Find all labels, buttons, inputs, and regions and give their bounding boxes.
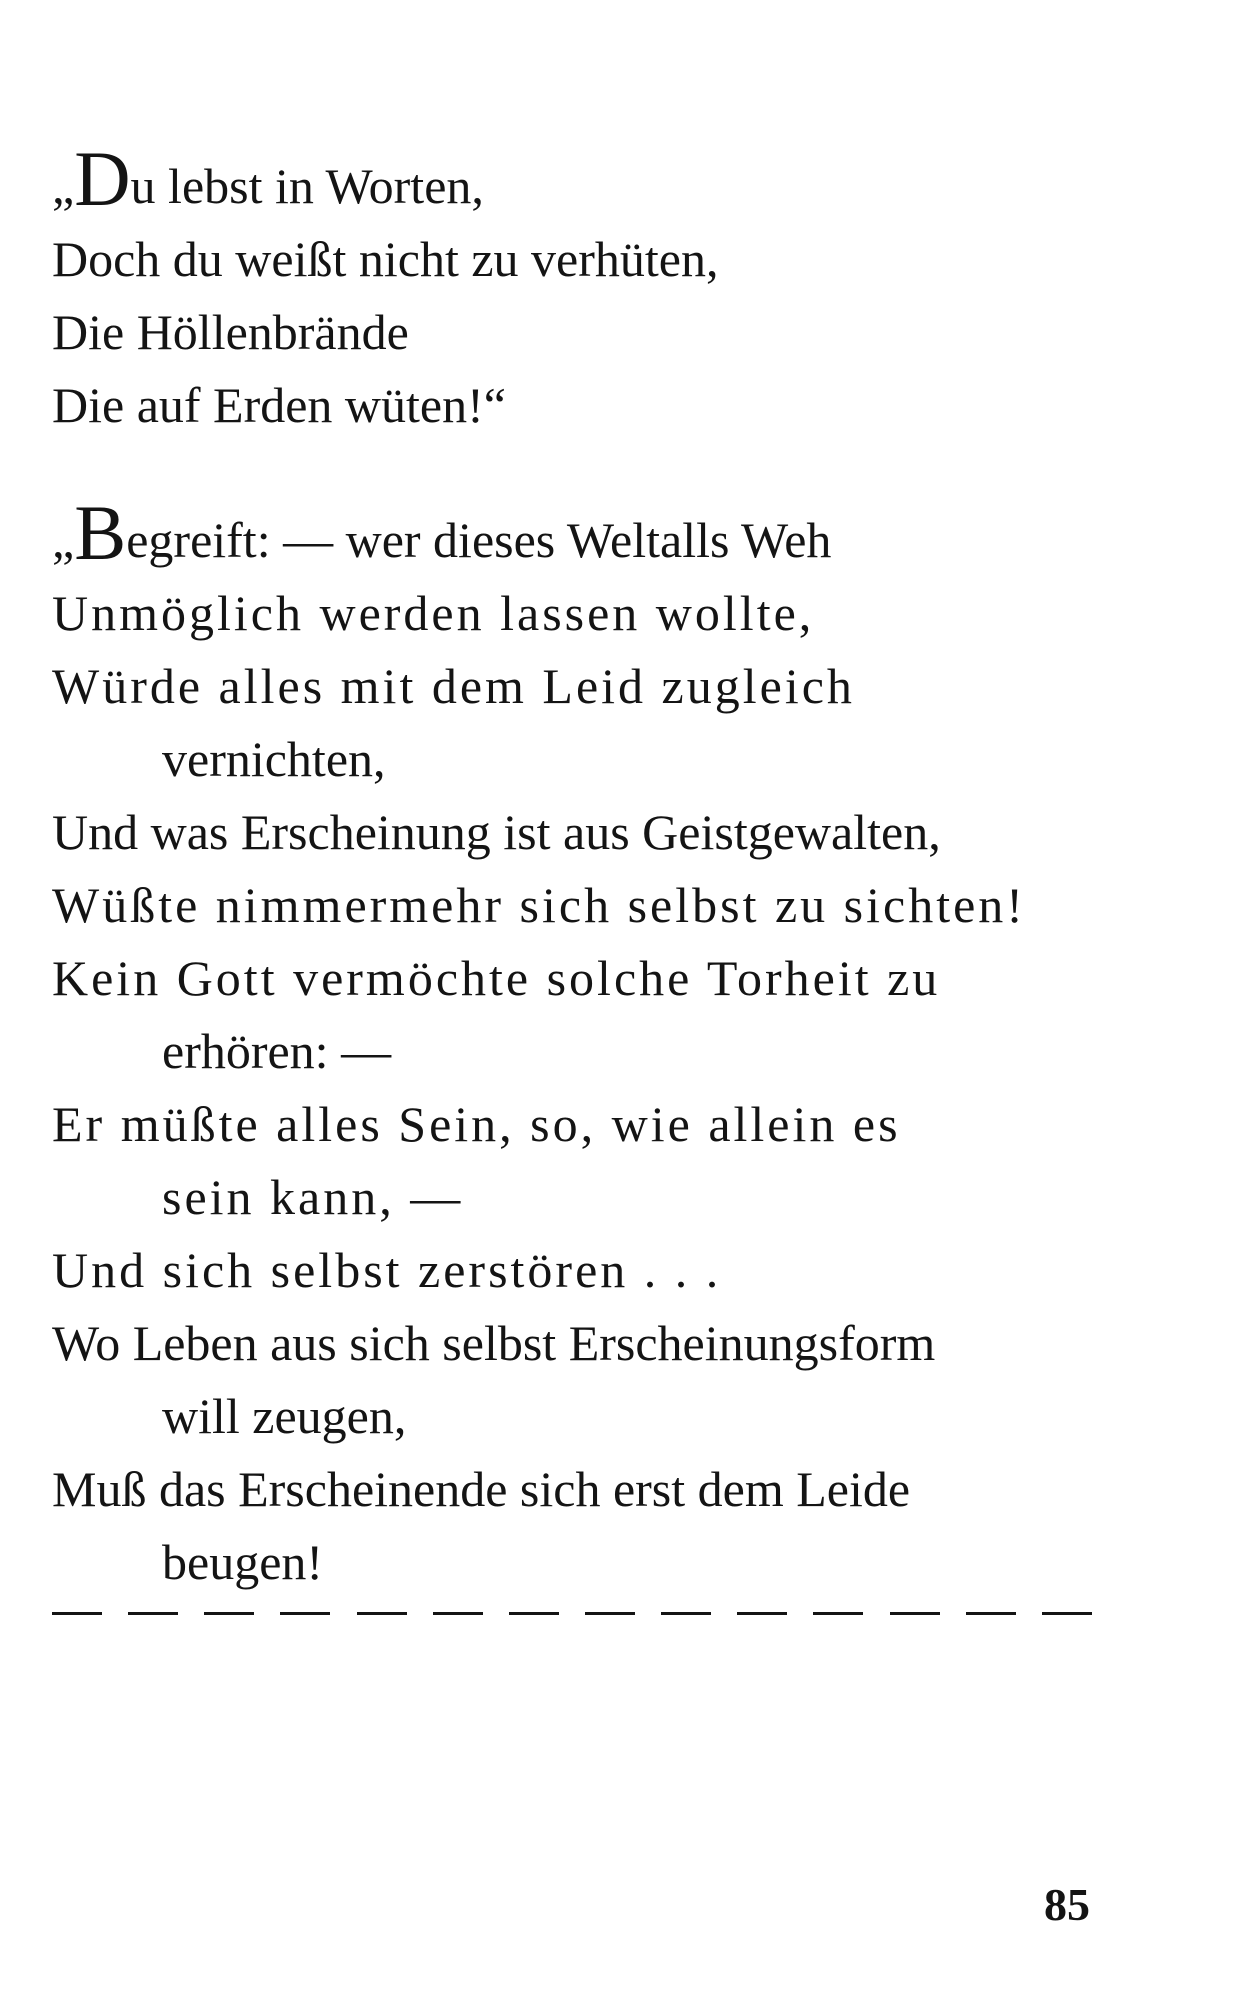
- poem-line: Doch du weißt nicht zu verhüten,: [52, 231, 719, 287]
- initial-letter: D: [74, 135, 131, 222]
- dash: [966, 1612, 1016, 1615]
- poem-line: Und sich selbst zerstören . . .: [52, 1242, 722, 1298]
- poem-line-continuation: sein kann, —: [162, 1169, 464, 1225]
- poem-line: Wo Leben aus sich selbst Erscheinungsform: [52, 1315, 936, 1371]
- dash: [509, 1612, 559, 1615]
- poem-line-continuation: erhören: —: [162, 1023, 392, 1079]
- poem-line: [52, 489, 1172, 577]
- poem-line: [52, 135, 1172, 223]
- dash: [204, 1612, 254, 1615]
- line-text: egreift: — wer dieses Weltalls Weh: [126, 512, 832, 568]
- poem-line: Die Höllenbrände: [52, 304, 409, 360]
- opening-quote: „: [52, 512, 75, 568]
- poem-line: Würde alles mit dem Leid zugleich: [52, 658, 855, 714]
- poem-line: Muß das Erscheinende sich erst dem Leide: [52, 1461, 911, 1517]
- dash: [280, 1612, 330, 1615]
- dash: [52, 1612, 102, 1615]
- dash: [585, 1612, 635, 1615]
- poem-line: Kein Gott vermöchte solche Torheit zu: [52, 950, 941, 1006]
- dash: [737, 1612, 787, 1615]
- line-text: u lebst in Worten,: [130, 158, 484, 214]
- dash-divider: [52, 1612, 1092, 1622]
- dash: [433, 1612, 483, 1615]
- dash: [890, 1612, 940, 1615]
- dash: [128, 1612, 178, 1615]
- dash: [661, 1612, 711, 1615]
- stanza-2: [52, 489, 1172, 1599]
- poem-line: Und was Erscheinung ist aus Geistgewalten,: [52, 804, 941, 860]
- poem-line-continuation: will zeugen,: [162, 1388, 407, 1444]
- dash: [813, 1612, 863, 1615]
- dash: [1042, 1612, 1092, 1615]
- initial-letter: B: [74, 489, 127, 576]
- page-number: 85: [1044, 1879, 1090, 1930]
- poem-line: Er müßte alles Sein, so, wie allein es: [52, 1096, 901, 1152]
- poem-line: Die auf Erden wüten!“: [52, 377, 506, 433]
- stanza-1: [52, 135, 1172, 442]
- poem-line-continuation: beugen!: [162, 1534, 324, 1590]
- dash: [357, 1612, 407, 1615]
- poem-line: Unmöglich werden lassen wollte,: [52, 585, 815, 641]
- poem-line-continuation: vernichten,: [162, 731, 386, 787]
- opening-quote: „: [52, 158, 75, 214]
- poem-line: Wüßte nimmermehr sich selbst zu sichten!: [52, 877, 1026, 933]
